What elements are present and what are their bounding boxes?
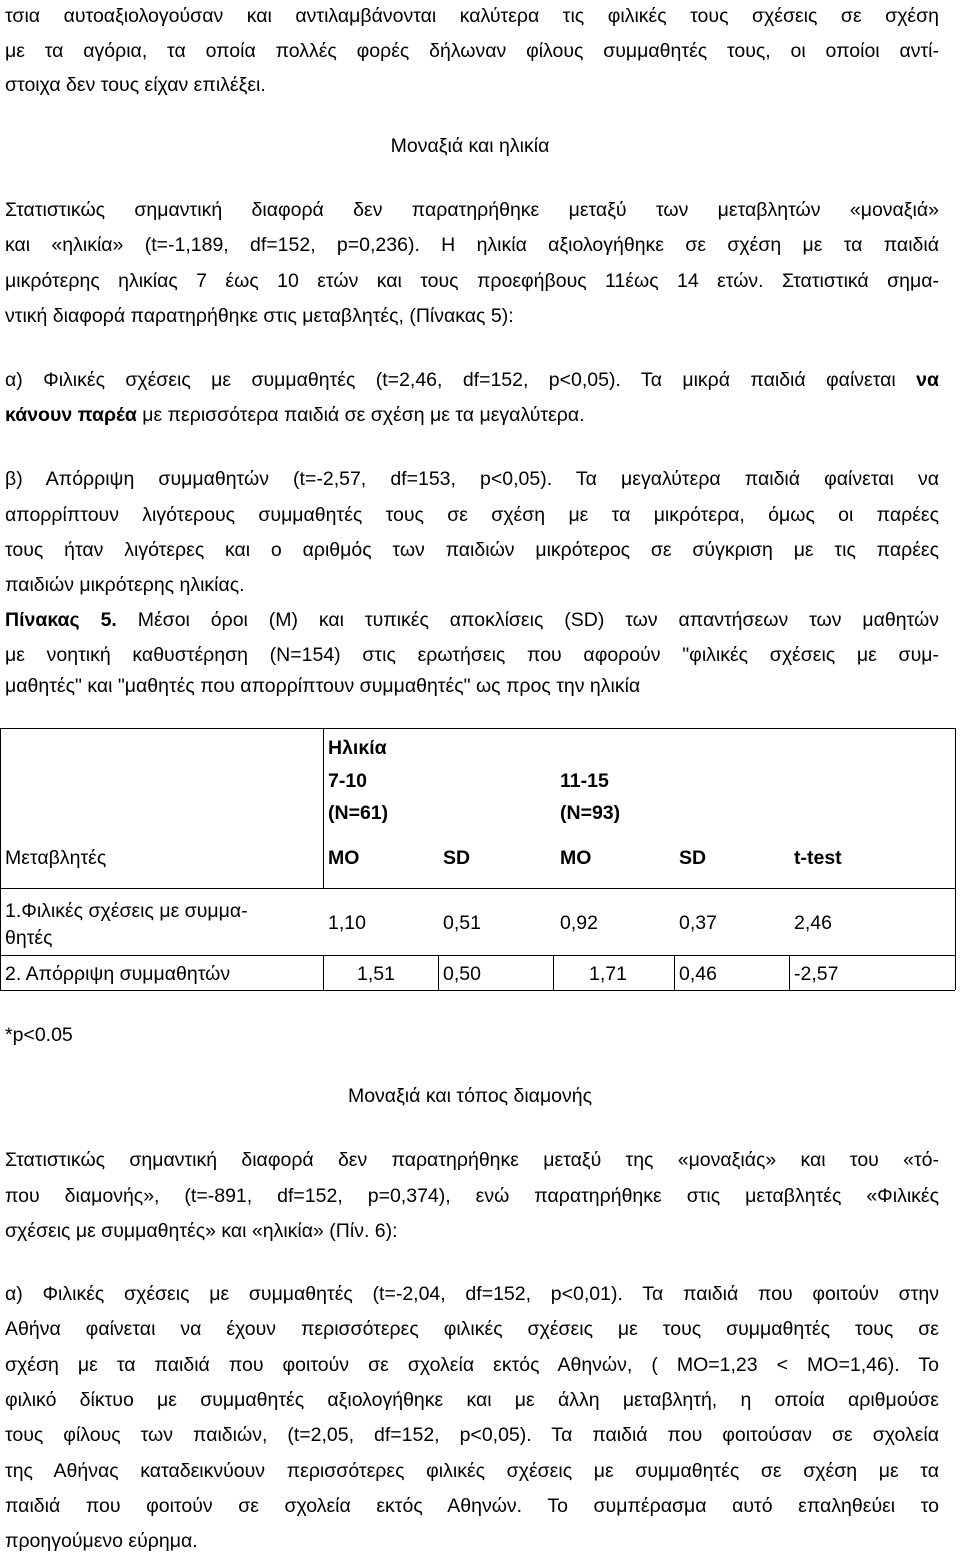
- results-table: [0, 728, 960, 990]
- paragraph-line: παιδιά που φοιτούν σε σχολεία εκτός Αθηνών. Το συμπέρασμα αυτό επαληθεύει το: [5, 1495, 939, 1517]
- table-caption-line: μαθητές" και "μαθητές που απορρίπτουν συμμαθητές" ως προς την ηλικία: [5, 675, 641, 697]
- table-caption-text: Μέσοι όροι (Μ) και τυπικές αποκλίσεις (SD) των απαντήσεων των μαθητών: [116, 609, 939, 631]
- table-border: [553, 955, 554, 990]
- age-group-header: Ηλικία: [328, 737, 387, 759]
- paragraph-line: φιλικό δίκτυο με συμμαθητές αξιολογήθηκε και με άλλη μεταβλητή, η οποία αριθμούσε: [5, 1389, 939, 1411]
- table-caption-line: με νοητική καθυστέρηση (Ν=154) στις ερωτήσεις που αφορούν "φιλικές σχέσεις με συμ-: [5, 644, 939, 666]
- table-border: [0, 990, 955, 991]
- table-cell: 0,46: [679, 963, 717, 985]
- table-border: [674, 955, 675, 990]
- section-heading: Μοναξιά και ηλικία: [390, 135, 550, 157]
- item-a-line: [5, 402, 939, 428]
- item-a-text: με περισσότερα παιδιά σε σχέση με τα μεγαλύτερα.: [136, 404, 585, 426]
- table-cell: 0,50: [443, 963, 481, 985]
- column-header-sd-1: SD: [443, 847, 471, 869]
- column-header-t-test: t-test: [794, 847, 842, 869]
- table-border: [0, 888, 955, 889]
- table-cell: 0,37: [679, 912, 717, 934]
- column-header-mean-2: ΜΟ: [560, 847, 592, 869]
- item-a-line: [5, 367, 939, 393]
- table-cell: -2,57: [794, 963, 839, 985]
- paragraph-line: της Αθήνας καταδεικνύουν περισσότερες φιλικές σχέσεις με συμμαθητές σε σχέση με τα: [5, 1460, 939, 1482]
- paragraph-line: Στατιστικώς σημαντική διαφορά δεν παρατηρήθηκε μεταξύ της «μοναξιάς» και του «τό-: [5, 1149, 939, 1171]
- age-group-2-range: 11-15: [560, 770, 609, 792]
- item-a-emphasis: κάνουν παρέα: [5, 404, 137, 426]
- age-group-2-n: (N=93): [560, 802, 621, 824]
- table-cell: 0,92: [560, 912, 598, 934]
- section-heading: Μοναξιά και τόπος διαμονής: [347, 1085, 593, 1107]
- paragraph-line: προηγούμενο εύρημα.: [5, 1530, 198, 1552]
- paragraph-line: στοιχα δεν τους είχαν επιλέξει.: [5, 74, 266, 96]
- item-a-emphasis: να: [916, 369, 939, 391]
- table-border: [323, 728, 324, 888]
- table-cell: 1,71: [589, 963, 627, 985]
- paragraph-line: Αθήνα φαίνεται να έχουν περισσότερες φιλικές σχέσεις με τους συμμαθητές τους σε: [5, 1318, 939, 1340]
- paragraph-line: σχέσεις με συμμαθητές» και «ηλικία» (Πίν. 6):: [5, 1220, 398, 1242]
- table-caption-line: [5, 607, 939, 633]
- age-group-1-range: 7-10: [328, 770, 368, 792]
- paragraph-line: α) Φιλικές σχέσεις με συμμαθητές (t=-2,04, df=152, p<0,01). Τα παιδιά που φοιτούν στην: [5, 1283, 939, 1305]
- paragraph-line: β) Απόρριψη συμμαθητών (t=-2,57, df=153, p<0,05). Τα μεγαλύτερα παιδιά φαίνεται να: [5, 468, 939, 490]
- table-row-label: 2. Απόρριψη συμμαθητών: [5, 963, 231, 985]
- table-cell: 0,51: [443, 912, 481, 934]
- paragraph-line: σχέση με τα παιδιά που φοιτούν σε σχολεία εκτός Αθηνών, ( ΜΟ=1,23 < ΜΟ=1,46). Το: [5, 1354, 939, 1376]
- table-border: [0, 955, 955, 956]
- table-footnote: *p<0.05: [5, 1024, 73, 1046]
- paragraph-line: μικρότερης ηλικίας 7 έως 10 ετών και τους προεφήβους 11έως 14 ετών. Στατιστικά σημα-: [5, 270, 939, 292]
- paragraph-line: απορρίπτουν λιγότερους συμμαθητές τους σε σχέση με τα μικρότερα, όμως οι παρέες: [5, 504, 939, 526]
- table-row-label: 1.Φιλικές σχέσεις με συμμα-: [5, 900, 248, 922]
- age-group-1-n: (N=61): [328, 802, 389, 824]
- paragraph-line: παιδιών μικρότερης ηλικίας.: [5, 574, 245, 596]
- table-cell: 1,10: [328, 912, 366, 934]
- table-border: [0, 728, 1, 990]
- column-header-mean-1: ΜΟ: [328, 847, 360, 869]
- table-row-label: θητές: [5, 927, 53, 949]
- paragraph-line: τους ήταν λιγότερες και ο αριθμός των παιδιών μικρότερος σε σύγκριση με τις παρέες: [5, 539, 939, 561]
- table-border: [955, 728, 956, 990]
- table-caption-label: Πίνακας 5.: [5, 609, 117, 631]
- table-border: [789, 955, 790, 990]
- table-border: [438, 955, 439, 990]
- item-a-text: α) Φιλικές σχέσεις με συμμαθητές (t=2,46, df=152, p<0,05). Τα μικρά παιδιά φαίνεται: [5, 369, 917, 391]
- paragraph-line: που διαμονής», (t=-891, df=152, p=0,374), ενώ παρατηρήθηκε στις μεταβλητές «Φιλικές: [5, 1185, 939, 1207]
- paragraph-line: με τα αγόρια, τα οποία πολλές φορές δήλωναν φίλους συμμαθητές τους, οι οποίοι αντί-: [5, 40, 939, 62]
- paragraph-line: τους φίλους των παιδιών, (t=2,05, df=152, p<0,05). Τα παιδιά που φοιτούσαν σε σχολεία: [5, 1424, 939, 1446]
- table-cell: 2,46: [794, 912, 832, 934]
- column-header-sd-2: SD: [679, 847, 707, 869]
- paragraph-line: Στατιστικώς σημαντική διαφορά δεν παρατηρήθηκε μεταξύ των μεταβλητών «μοναξιά»: [5, 199, 939, 221]
- table-border: [323, 955, 324, 990]
- table-border: [0, 728, 955, 729]
- table-cell: 1,51: [357, 963, 395, 985]
- paragraph-line: και «ηλικία» (t=-1,189, df=152, p=0,236). Η ηλικία αξιολογήθηκε σε σχέση με τα παιδιά: [5, 234, 939, 256]
- paragraph-line: ντική διαφορά παρατηρήθηκε στις μεταβλητές, (Πίνακας 5):: [5, 305, 514, 327]
- column-header-variables: Μεταβλητές: [5, 847, 107, 869]
- paragraph-line: τσια αυτοαξιολογούσαν και αντιλαμβάνονται καλύτερα τις φιλικές τους σχέσεις σε σχέση: [5, 5, 939, 27]
